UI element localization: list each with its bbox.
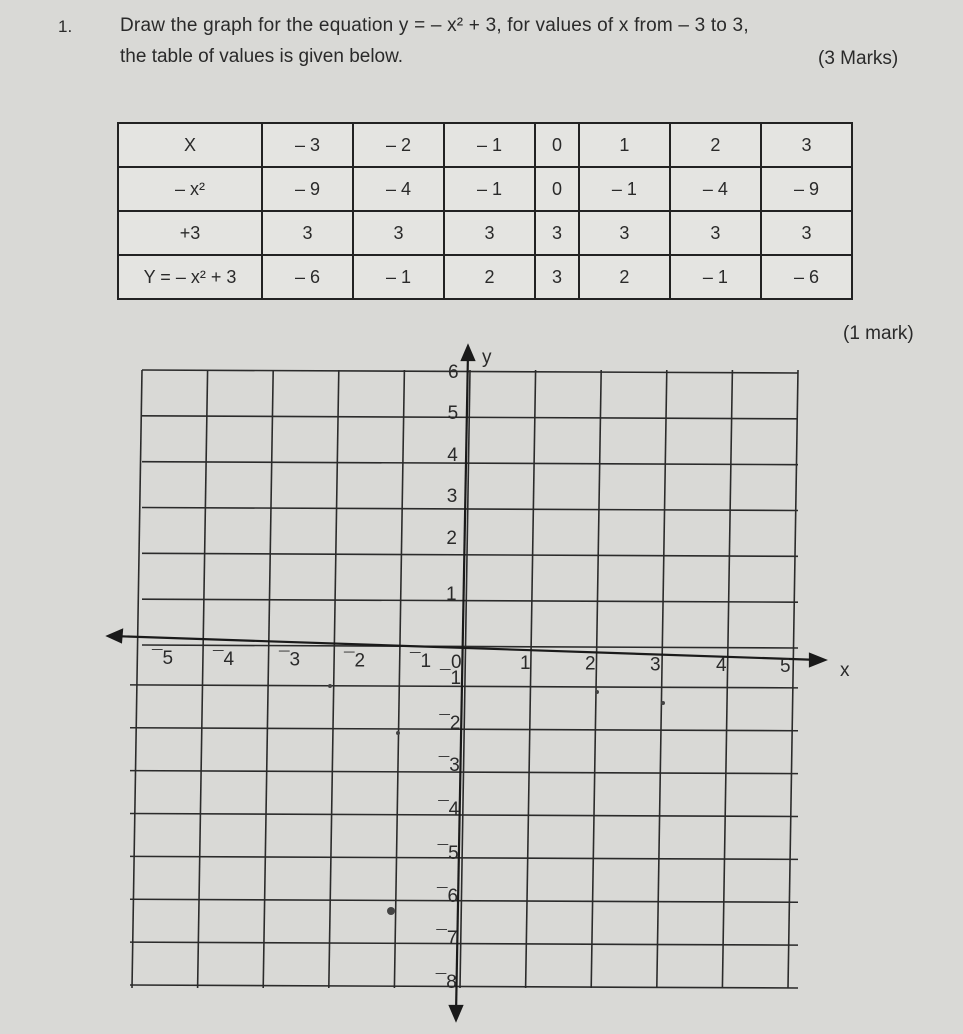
table-cell: 3 (670, 211, 761, 255)
table-cell: – 1 (444, 123, 535, 167)
table-cell: 2 (670, 123, 761, 167)
y-tick-label: 1 (446, 584, 457, 605)
table-cell: 2 (444, 255, 535, 299)
x-tick-label: 2 (585, 653, 596, 675)
x-tick-label: ¯4 (213, 648, 235, 670)
question-text-line1: Draw the graph for the equation y = – x² + 3, for values of x from – 3 to 3, (120, 15, 749, 36)
row-label: X (118, 123, 262, 167)
table-cell: – 1 (579, 167, 670, 211)
row-label: – x² (118, 167, 262, 211)
question-marks: (3 Marks) (818, 48, 899, 69)
row-label: Y = – x² + 3 (118, 255, 262, 299)
y-tick-label: 6 (448, 362, 459, 383)
table-cell: – 3 (262, 123, 353, 167)
pencil-mark (661, 701, 665, 705)
pencil-mark (595, 690, 599, 694)
pencil-mark (396, 731, 400, 735)
table-cell: – 9 (262, 167, 353, 211)
y-axis-label: y (482, 347, 492, 368)
table-cell: 0 (535, 167, 579, 211)
y-tick-label: 3 (446, 486, 458, 507)
table-cell: 3 (353, 211, 444, 255)
x-tick-label: 1 (520, 652, 531, 674)
y-tick-label: 2 (446, 528, 457, 549)
x-axis-label: x (840, 660, 850, 681)
y-tick-label: ¯1 (440, 668, 462, 689)
table-cell: 3 (262, 211, 353, 255)
x-tick-label: ¯5 (152, 648, 174, 669)
table-cell: – 1 (353, 255, 444, 299)
table-cell: 2 (579, 255, 670, 299)
y-tick-label: ¯2 (439, 713, 461, 734)
x-axis-left-arrow-icon (108, 630, 122, 642)
table-cell: – 1 (670, 255, 761, 299)
table-cell: – 6 (262, 255, 353, 299)
table-cell: – 2 (353, 123, 444, 167)
pencil-mark (387, 907, 395, 915)
graph-marks: (1 mark) (843, 323, 914, 344)
table-cell: – 1 (444, 167, 535, 211)
y-tick-label: 5 (447, 403, 459, 424)
table-cell: – 4 (353, 167, 444, 211)
x-axis-right-arrow-icon (810, 654, 825, 666)
y-tick-label: 4 (447, 445, 458, 466)
x-tick-label: 5 (780, 656, 791, 677)
x-tick-label: ¯1 (410, 651, 432, 673)
x-tick-label: 0 (451, 652, 462, 673)
pencil-mark (328, 684, 332, 688)
table-cell: 0 (535, 123, 579, 167)
y-axis-up-arrow-icon (462, 346, 474, 360)
x-tick-label: 4 (716, 655, 727, 677)
table-cell: 3 (535, 211, 579, 255)
x-tick-label: ¯2 (344, 650, 366, 672)
x-tick-label: 3 (650, 654, 661, 676)
table-cell: 3 (444, 211, 535, 255)
y-axis-down-arrow-icon (450, 1006, 462, 1020)
table-cell: 3 (579, 211, 670, 255)
x-tick-label: ¯3 (279, 649, 301, 671)
y-tick-label: ¯7 (436, 928, 458, 949)
y-tick-label: ¯3 (438, 755, 460, 776)
question-text-line2: the table of values is given below. (120, 46, 404, 67)
table-cell: 1 (579, 123, 670, 167)
table-cell: – 9 (761, 167, 852, 211)
table-cell: 3 (761, 123, 852, 167)
y-tick-label: ¯8 (435, 972, 457, 993)
y-tick-label: ¯6 (437, 886, 459, 907)
table-cell: 3 (761, 211, 852, 255)
y-tick-label: ¯5 (437, 843, 459, 864)
question-number: 1. (58, 17, 73, 36)
table-cell: – 6 (761, 255, 852, 299)
y-tick-label: ¯4 (438, 799, 460, 820)
table-cell: 3 (535, 255, 579, 299)
table-cell: – 4 (670, 167, 761, 211)
row-label: +3 (118, 211, 262, 255)
